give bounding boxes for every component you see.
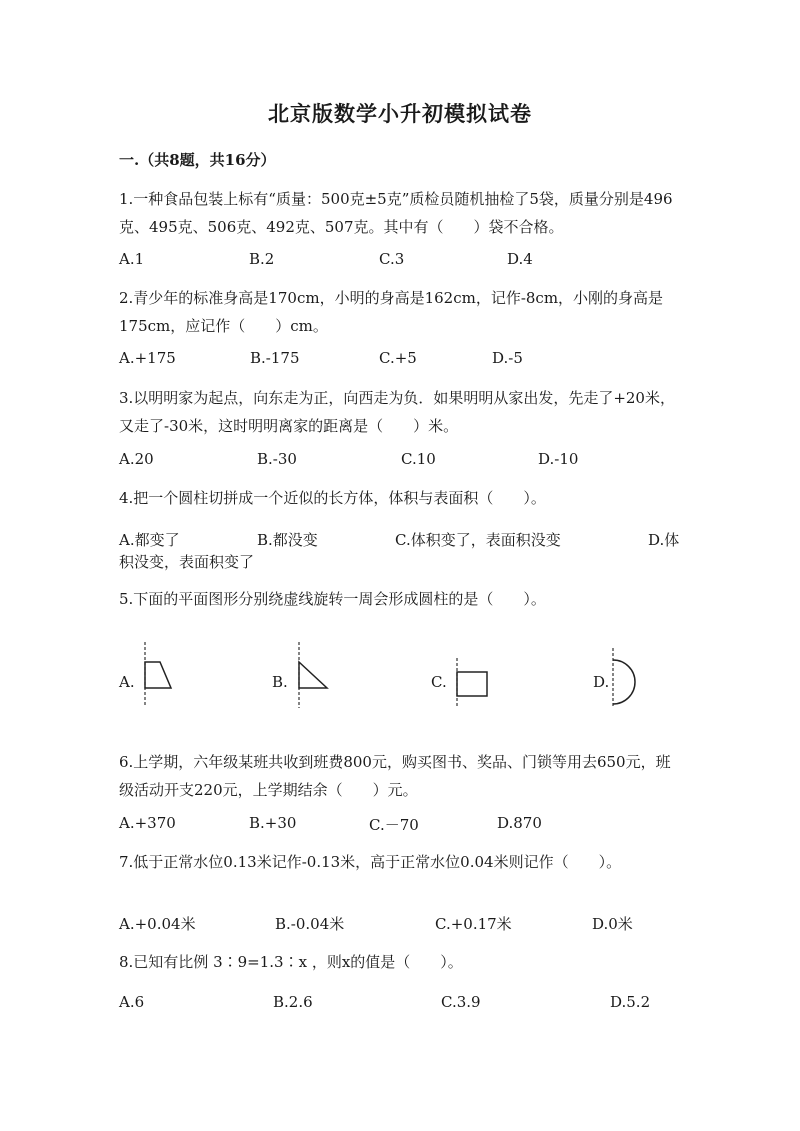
q2-option-c[interactable]: C.+5 xyxy=(379,349,417,367)
q1-option-c[interactable]: C.3 xyxy=(379,250,405,268)
q5-figure-b xyxy=(289,640,334,710)
question-1-stem: 1.一种食品包装上标有“质量：500克±5克”质检员随机抽检了5袋，质量分别是496克、495克、506克、492克、507克。其中有（ ）袋不合格。 xyxy=(119,190,673,236)
q5-option-c[interactable]: C. xyxy=(431,673,447,691)
q3-option-a[interactable]: A.20 xyxy=(119,450,154,468)
q6-option-a[interactable]: A.+370 xyxy=(119,814,176,832)
question-5-stem: 5.下面的平面图形分别绕虚线旋转一周会形成圆柱的是（ ）。 xyxy=(119,590,546,608)
q8-option-b[interactable]: B.2.6 xyxy=(273,993,313,1011)
q4-option-d[interactable]: D.体 xyxy=(648,531,680,549)
q5-figure-c xyxy=(449,640,494,710)
q3-option-b[interactable]: B.-30 xyxy=(257,450,297,468)
q2-option-b[interactable]: B.-175 xyxy=(250,349,300,367)
q5-option-a[interactable]: A. xyxy=(119,673,135,691)
q6-option-b[interactable]: B.+30 xyxy=(249,814,297,832)
q7-option-a[interactable]: A.+0.04米 xyxy=(119,915,196,933)
q7-option-d[interactable]: D.0米 xyxy=(592,915,633,933)
question-4-stem: 4.把一个圆柱切拼成一个近似的长方体，体积与表面积（ ）。 xyxy=(119,489,546,507)
question-8-stem: 8.已知有比例 3∶9=1.3∶x ，则x的值是（ ）。 xyxy=(119,953,463,971)
q2-option-d[interactable]: D.-5 xyxy=(492,349,523,367)
question-6-stem: 6.上学期，六年级某班共收到班费800元，购买图书、奖品、门锁等用去650元，班级活动开支220元，上学期结余（ ）元。 xyxy=(119,753,671,799)
q6-option-d[interactable]: D.870 xyxy=(497,814,542,832)
q8-option-a[interactable]: A.6 xyxy=(119,993,145,1011)
q1-option-a[interactable]: A.1 xyxy=(119,250,145,268)
q3-option-d[interactable]: D.-10 xyxy=(538,450,579,468)
question-2-stem: 2.青少年的标准身高是170cm，小明的身高是162cm，记作-8cm，小刚的身高是175cm，应记作（ ）cm。 xyxy=(119,289,664,335)
q1-option-b[interactable]: B.2 xyxy=(249,250,275,268)
q1-option-d[interactable]: D.4 xyxy=(507,250,533,268)
q4-option-b[interactable]: B.都没变 xyxy=(257,531,318,549)
q7-option-b[interactable]: B.-0.04米 xyxy=(275,915,345,933)
q5-figures xyxy=(119,640,679,710)
page-title: 北京版数学小升初模拟试卷 xyxy=(268,101,532,126)
q7-option-c[interactable]: C.+0.17米 xyxy=(435,915,512,933)
q8-option-d[interactable]: D.5.2 xyxy=(610,993,651,1011)
q5-option-b[interactable]: B. xyxy=(272,673,288,691)
q5-figure-a xyxy=(139,640,179,710)
question-7-stem: 7.低于正常水位0.13米记作-0.13米，高于正常水位0.04米则记作（ ）。 xyxy=(119,853,622,871)
q2-option-a[interactable]: A.+175 xyxy=(119,349,176,367)
q5-figure-d xyxy=(607,640,647,710)
q5-option-d[interactable]: D. xyxy=(593,673,610,691)
section-heading: 一.（共8题，共16分） xyxy=(119,151,276,169)
q4-option-a[interactable]: A.都变了 xyxy=(119,531,180,549)
question-3-stem: 3.以明明家为起点，向东走为正，向西走为负．如果明明从家出发，先走了+20米，又走了-30米，这时明明离家的距离是（ ）米。 xyxy=(119,389,675,435)
q4-option-c[interactable]: C.体积变了，表面积没变 xyxy=(395,531,561,549)
q3-option-c[interactable]: C.10 xyxy=(401,450,436,468)
q4-option-d-continued: 积没变，表面积变了 xyxy=(119,553,255,571)
q6-option-c[interactable]: C.－70 xyxy=(369,816,419,834)
q8-option-c[interactable]: C.3.9 xyxy=(441,993,481,1011)
